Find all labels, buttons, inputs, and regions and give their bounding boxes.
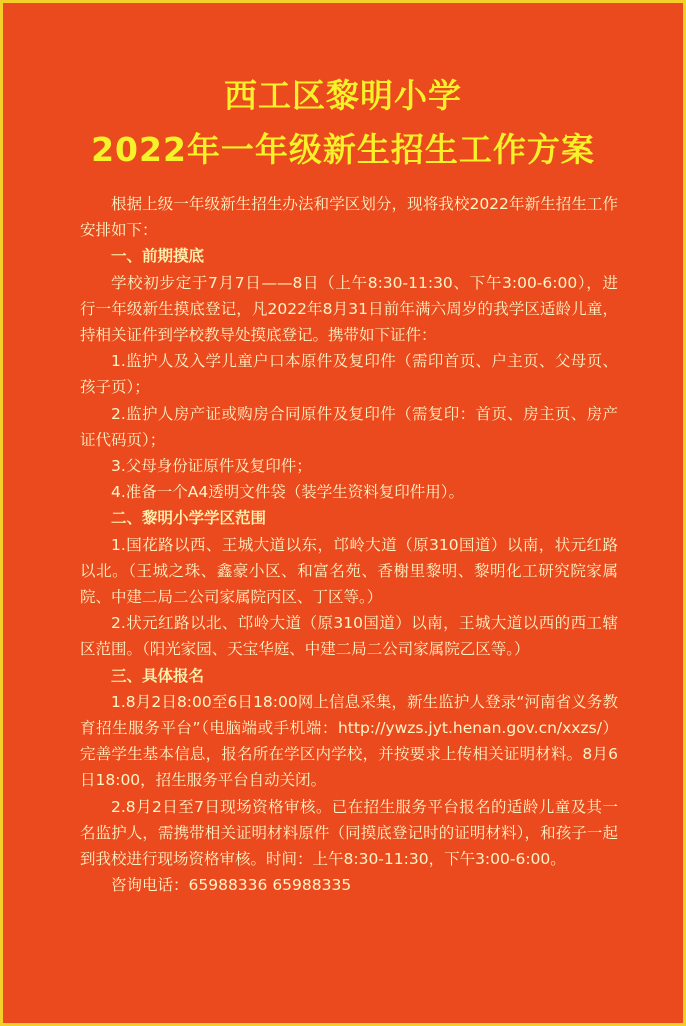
preliminary-paragraph: 学校初步定于7月7日——8日（上午8:30-11:30、下午3:00-6:00），进行一年级新生摸底登记，凡2022年8月31日前年满六周岁的我学区适龄儿童，持相关证件到学校教导处摸底登记。携带如下证件：: [80, 273, 618, 345]
district-item-1: 1.国花路以西、王城大道以东，邙岭大道（原310国道）以南，状元红路以北。（王城之珠、鑫豪小区、和富名苑、香榭里黎明、黎明化工研究院家属院、中建二局二公司家属院丙区、丁区等。）: [80, 535, 618, 607]
section-heading-preliminary: 一、前期摸底: [111, 247, 205, 266]
section-heading-school-district: 二、黎明小学学区范围: [111, 509, 267, 528]
school-title: 西工区黎明小学: [224, 76, 462, 115]
district-item-2: 2.状元红路以北、邙岭大道（原310国道）以南，王城大道以西的西工辖区范围。（阳光家园、天宝华庭、中建二局二公司家属院乙区等。）: [80, 614, 618, 659]
document-item-2: 2.监护人房产证或购房合同原件及复印件（需复印：首页、房主页、房产证代码页）；: [80, 404, 618, 449]
intro-paragraph: 根据上级一年级新生招生办法和学区划分，现将我校2022年新生招生工作安排如下：: [80, 195, 618, 240]
registration-item-1: 1.8月2日8:00至6日18:00网上信息采集，新生监护人登录“河南省义务教育招生服务平台”（电脑端或手机端：http://ywzs.jyt.henan.gov.cn/xxzs/）完善学生基本信息，报名所在学区内学校，并按要求上传相关证明材料。8月6日18:00，招生服务平台自动关闭。: [80, 692, 618, 790]
registration-item-2: 2.8月2日至7日现场资格审核。已在招生服务平台报名的适龄儿童及其一名监护人，需携带相关证明材料原件（同摸底登记时的证明材料），和孩子一起到我校进行现场资格审核。时间：上午8:30-11:30，下午3:00-6:00。: [80, 797, 618, 869]
document-item-4: 4.准备一个A4透明文件袋（装学生资料复印件用）。: [111, 483, 465, 502]
contact-phone: 咨询电话：65988336 65988335: [111, 876, 352, 895]
plan-title: 2022年一年级新生招生工作方案: [91, 130, 595, 169]
document-item-3: 3.父母身份证原件及复印件；: [111, 457, 312, 476]
poster-body: [80, 191, 618, 898]
section-heading-registration: 三、具体报名: [111, 666, 205, 685]
document-item-1: 1.监护人及入学儿童户口本原件及复印件（需印首页、户主页、父母页、孩子页）；: [80, 352, 618, 397]
